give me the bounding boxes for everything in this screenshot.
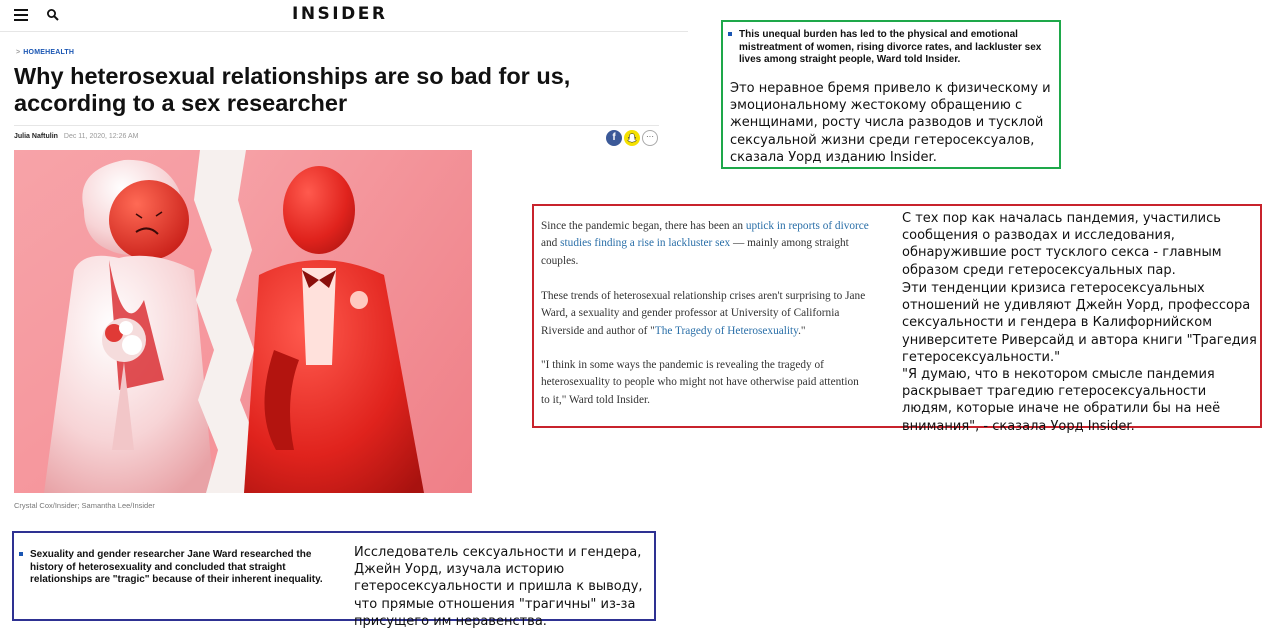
- annotation-box-green: [721, 20, 1061, 169]
- hero-image: [14, 150, 472, 493]
- site-header: [0, 0, 688, 32]
- site-logo[interactable]: INSIDER: [292, 4, 388, 24]
- more-options-icon[interactable]: ···: [642, 130, 658, 146]
- paragraph-text: and: [541, 237, 561, 250]
- divorce-reports-link[interactable]: uptick in reports of divorce: [745, 220, 869, 232]
- translation-russian: Исследователь сексуальности и гендера, Джейн Уорд, изучала историю гетеросексуальности и пришла к выводу, что прямые отношения "трагичны" из-за присущего им неравенства.: [354, 545, 643, 629]
- lackluster-sex-studies-link[interactable]: studies finding a rise in lackluster sex: [560, 237, 731, 250]
- divider: [14, 125, 659, 126]
- paragraph-text: .": [798, 324, 806, 337]
- translation-russian: Эти тенденции кризиса гетеросексуальных отношений не удивляют Джейн Уорд, профессора сексуальности и гендера в Калифорнийском университете Риверсайд и автора книги "Трагедия гетеросексуальности.": [902, 281, 1257, 365]
- quote-english: This unequal burden has led to the physical and emotional mistreatment of women, rising divorce rates, and lackluster sex lives among straight people, Ward told Insider.: [739, 29, 1055, 67]
- quote-english: Sexuality and gender researcher Jane Ward researched the history of heterosexuality and concluded that straight relationships are "tragic" because of their inherent inequality.: [30, 549, 340, 587]
- chevron-right-icon: >: [16, 49, 21, 56]
- book-link[interactable]: The Tragedy of Heterosexuality: [654, 324, 799, 337]
- image-caption: Crystal Cox/Insider; Samantha Lee/Insider: [14, 501, 155, 510]
- translation-russian: С тех пор как началась пандемия, участились сообщения о разводах и исследования, обнаружившие рост тусклого секса - главным образом среди гетеросексуальных пар.: [902, 211, 1222, 278]
- breadcrumb[interactable]: [16, 49, 74, 56]
- article-paragraph: [541, 218, 877, 270]
- author-name[interactable]: Julia Naftulin: [14, 133, 58, 140]
- paragraph-text: — mainly among straight couples.: [541, 237, 849, 267]
- publish-date: Dec 11, 2020, 12:26 AM: [63, 133, 139, 140]
- paragraph-text: These trends of heterosexual relationship crises aren't surprising to Jane Ward, a sexuality and gender professor at University of California Riverside and author of ": [541, 290, 866, 337]
- paragraph-text: Since the pandemic began, there has been an: [541, 220, 746, 232]
- facebook-share-icon[interactable]: f: [606, 130, 622, 146]
- article-paragraph: [541, 288, 877, 340]
- snapchat-share-icon[interactable]: [624, 130, 640, 146]
- search-icon[interactable]: [46, 8, 60, 22]
- article-headline: Why heterosexual relationships are so bad for us, according to a sex researcher: [14, 63, 571, 116]
- translation-russian: Это неравное бремя привело к физическому и эмоциональному жестокому обращению с женщинами, росту числа разводов и тусклой сексуальной жизни среди гетеросексуалов, сказала Уорд изданию Insider.: [730, 81, 1051, 165]
- annotation-box-blue: [12, 531, 656, 629]
- breadcrumb-label[interactable]: HOMEHEALTH: [23, 49, 75, 56]
- menu-icon[interactable]: [14, 9, 28, 21]
- annotation-box-red: [532, 204, 1262, 434]
- article-paragraph: "I think in some ways the pandemic is revealing the tragedy of heterosexuality to people who might not have otherwise paid attention to it," Ward told Insider.: [541, 359, 859, 406]
- byline: [14, 133, 139, 140]
- translation-russian: "Я думаю, что в некотором смысле пандемия раскрывает трагедию гетеросексуальности людям, которые иначе не обратили бы на неё внимания", - сказала Уорд Insider.: [902, 367, 1221, 434]
